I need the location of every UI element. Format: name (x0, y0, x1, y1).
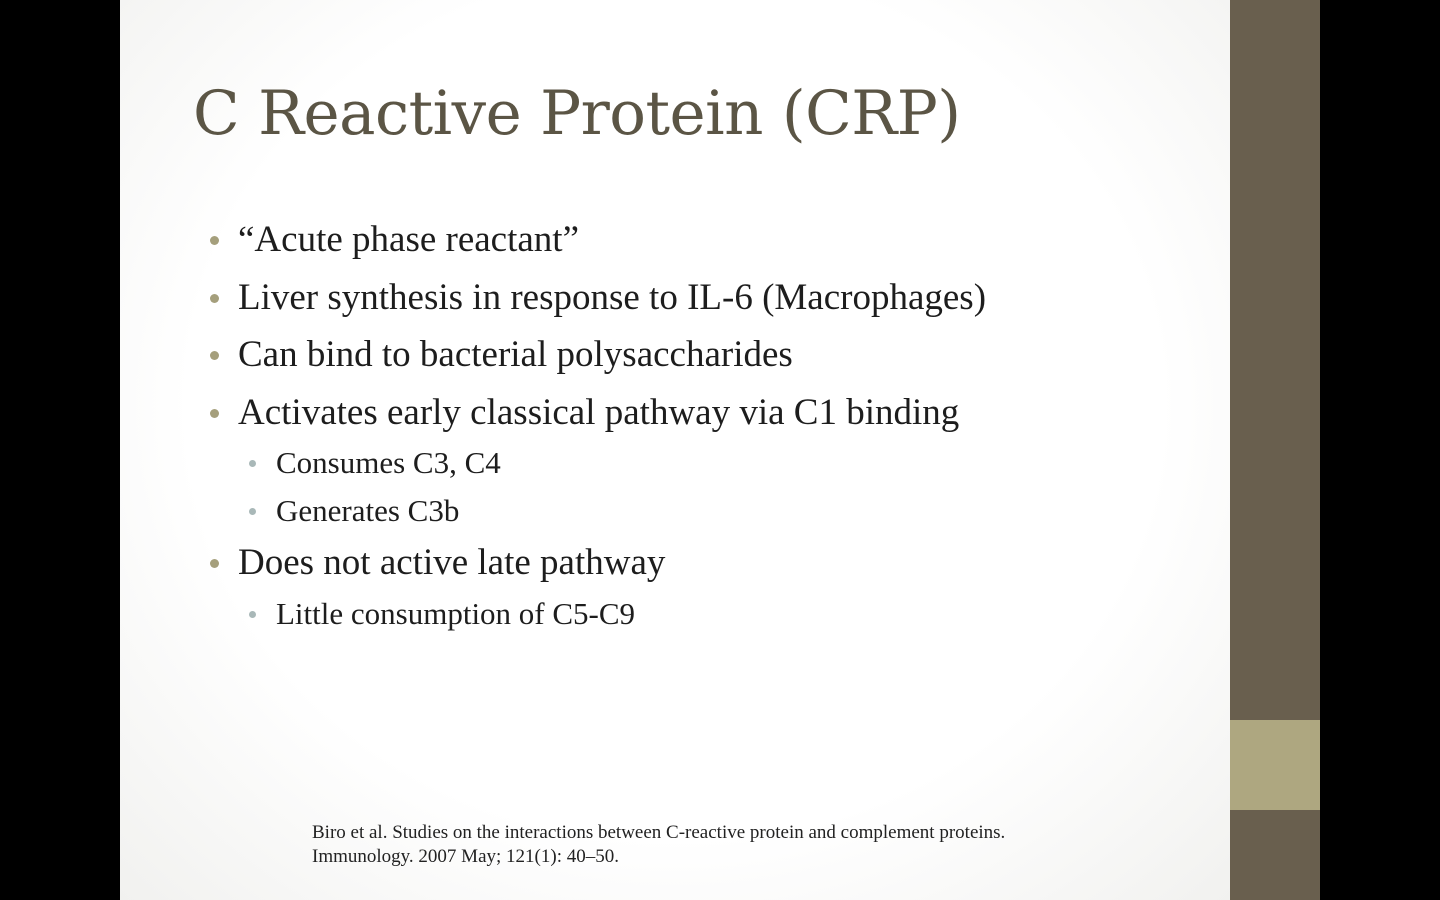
bullet-dot-icon (210, 236, 219, 245)
sub-bullet-text: Generates C3b (276, 493, 460, 528)
bullet-text: Can bind to bacterial polysaccharides (238, 334, 793, 375)
sub-bullet-dot-icon (249, 508, 256, 515)
bullet-dot-icon (210, 409, 219, 418)
sub-bullet-item (206, 594, 1186, 634)
citation-line: Biro et al. Studies on the interactions between C-reactive protein and complement proteins. (312, 822, 1006, 843)
bullet-item (206, 216, 1186, 264)
citation-line: Immunology. 2007 May; 121(1): 40–50. (312, 846, 619, 867)
sub-bullet-text: Consumes C3, C4 (276, 445, 501, 480)
sub-bullet-text: Little consumption of C5-C9 (276, 595, 636, 631)
citation (312, 821, 1132, 869)
bullet-text: Liver synthesis in response to IL-6 (Macrophages) (238, 276, 987, 318)
bullet-dot-icon (210, 294, 219, 303)
sub-bullet-item (206, 443, 1186, 483)
bullet-text: Activates early classical pathway via C1 binding (238, 391, 960, 433)
bullet-item (206, 274, 1186, 322)
bullet-list (206, 216, 1186, 642)
bullet-item (206, 539, 1186, 587)
side-accent-block (1230, 720, 1320, 810)
slide (120, 0, 1230, 900)
sub-bullet-dot-icon (249, 611, 256, 618)
sub-bullet-item (206, 491, 1186, 531)
bullet-item (206, 389, 1186, 437)
slide-side-bar (1230, 0, 1320, 900)
bullet-text: Does not active late pathway (238, 542, 666, 583)
bullet-dot-icon (210, 559, 219, 568)
slide-title: C Reactive Protein (CRP) (193, 78, 961, 149)
bullet-item (206, 331, 1186, 379)
bullet-dot-icon (210, 351, 219, 360)
bullet-text: “Acute phase reactant” (238, 219, 580, 260)
sub-bullet-dot-icon (249, 460, 256, 467)
